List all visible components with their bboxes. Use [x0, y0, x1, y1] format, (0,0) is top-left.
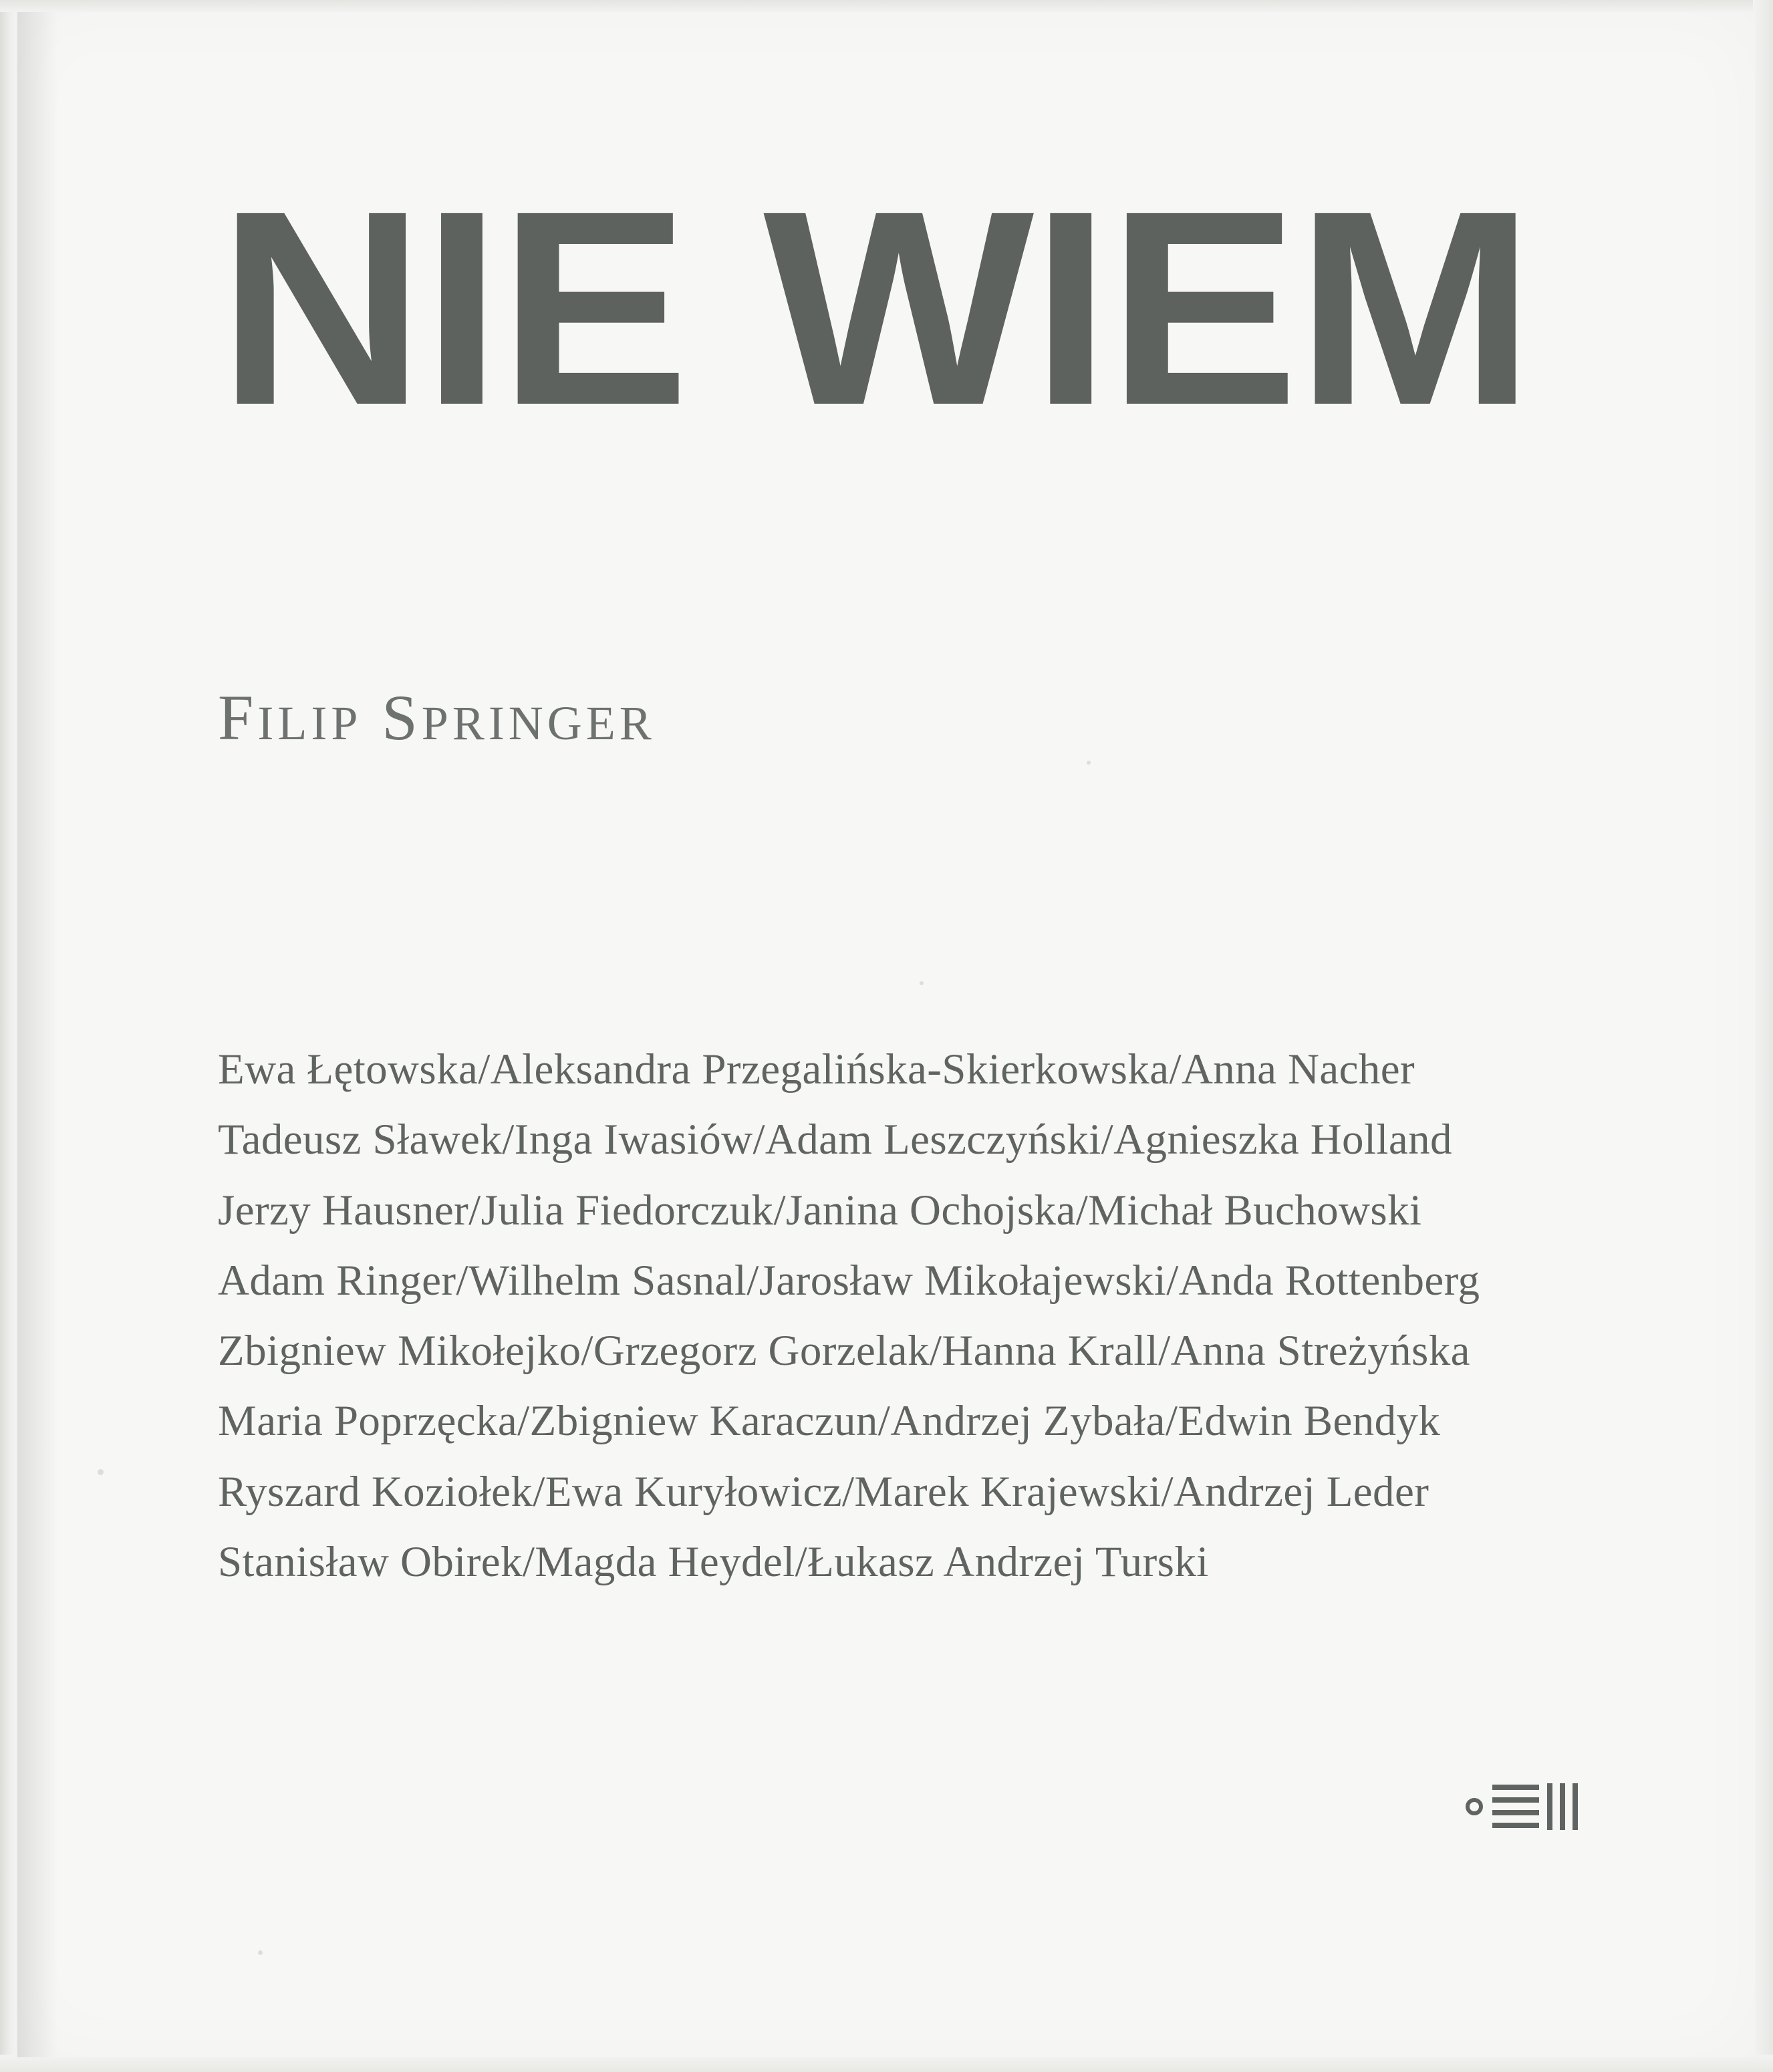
- scan-speck: [98, 1469, 104, 1475]
- scan-speck: [920, 981, 924, 985]
- contributor-line: Adam Ringer/Wilhelm Sasnal/Jarosław Mikołajewski/Anda Rottenberg: [218, 1256, 1480, 1305]
- contributor-line: Ewa Łętowska/Aleksandra Przegalińska-Skierkowska/Anna Nacher: [218, 1045, 1415, 1093]
- scan-edge-left: [0, 0, 15, 2072]
- scan-speck: [1087, 761, 1091, 765]
- contributor-line: Zbigniew Mikołejko/Grzegorz Gorzelak/Hanna Krall/Anna Streżyńska: [218, 1327, 1470, 1376]
- book-title: NIE WIEM: [218, 153, 1532, 463]
- author-last-initial: S: [382, 682, 422, 753]
- logo-vertical-bars-icon: [1547, 1783, 1591, 1830]
- author-last-rest: PRINGER: [421, 696, 656, 750]
- contributor-line: Jerzy Hausner/Julia Fiedorczuk/Janina Ochojska/Michał Buchowski: [218, 1186, 1422, 1235]
- author-first-rest: ILIP: [257, 696, 362, 750]
- book-author: [218, 680, 656, 755]
- scan-edge-top: [0, 0, 1773, 12]
- publisher-logo-icon: [1466, 1770, 1593, 1840]
- spine-shadow: [17, 12, 57, 2057]
- logo-horizontal-bars-icon: [1492, 1785, 1539, 1829]
- logo-circle-icon: [1466, 1798, 1483, 1815]
- contributor-line: Tadeusz Sławek/Inga Iwasiów/Adam Leszczyński/Agnieszka Holland: [218, 1116, 1452, 1164]
- contributor-line: Maria Poprzęcka/Zbigniew Karaczun/Andrzej Zybała/Edwin Bendyk: [218, 1397, 1441, 1446]
- author-first-initial: F: [218, 682, 258, 753]
- scan-speck: [258, 1950, 263, 1955]
- book-cover: [17, 12, 1755, 2057]
- contributor-list: [218, 1035, 1575, 1597]
- contributor-line: Ryszard Koziołek/Ewa Kuryłowicz/Marek Krajewski/Andrzej Leder: [218, 1467, 1429, 1516]
- contributor-line: Stanisław Obirek/Magda Heydel/Łukasz Andrzej Turski: [218, 1538, 1209, 1587]
